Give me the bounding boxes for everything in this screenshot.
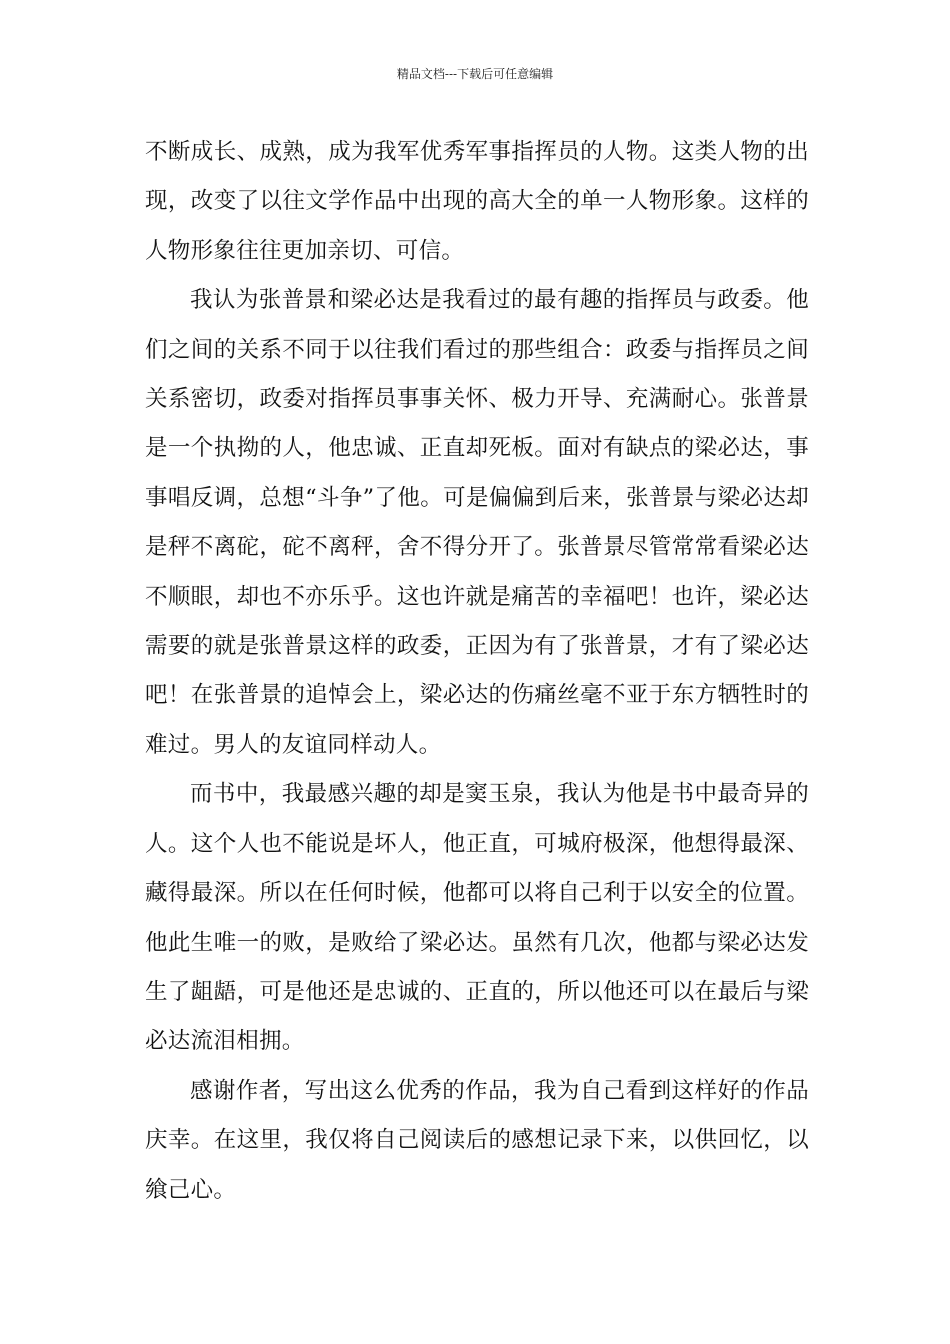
paragraph-4: 感谢作者，写出这么优秀的作品，我为自己看到这样好的作品庆幸。在这里，我仅将自己阅读后的感想记录下来，以供回忆，以飨己心。: [145, 1077, 809, 1203]
document-body: [145, 128, 809, 1215]
page-header: 精品文档---下载后可任意编辑: [396, 67, 554, 81]
paragraph-1: 不断成长、成熟，成为我军优秀军事指挥员的人物。这类人物的出现，改变了以往文学作品中出现的高大全的单一人物形象。这样的人物形象往往更加亲切、可信。: [145, 139, 809, 264]
paragraph-2: 我认为张普景和梁必达是我看过的最有趣的指挥员与政委。他们之间的关系不同于以往我们看过的那些组合：政委与指挥员之间关系密切，政委对指挥员事事关怀、极力开导、充满耐心。张普景是一个执拗的人，他忠诚、正直却死板。面对有缺点的梁必达，事事唱反调，总想“斗争”了他。可是偏偏到后来，张普景与梁必达却是秤不离砣，砣不离秤，舍不得分开了。张普景尽管常常看梁必达不顺眼，却也不亦乐乎。这也许就是痛苦的幸福吧！也许，梁必达需要的就是张普景这样的政委，正因为有了张普景，才有了梁必达吧！在张普景的追悼会上，梁必达的伤痛丝毫不亚于东方牺牲时的难过。男人的友谊同样动人。: [145, 287, 809, 758]
paragraph-3: 而书中，我最感兴趣的却是窦玉泉，我认为他是书中最奇异的人。这个人也不能说是坏人，他正直，可城府极深，他想得最深、藏得最深。所以在任何时候，他都可以将自己利于以安全的位置。他此生唯一的败，是败给了梁必达。虽然有几次，他都与梁必达发生了龃龉，可是他还是忠诚的、正直的，所以他还可以在最后与梁必达流泪相拥。: [145, 781, 809, 1055]
